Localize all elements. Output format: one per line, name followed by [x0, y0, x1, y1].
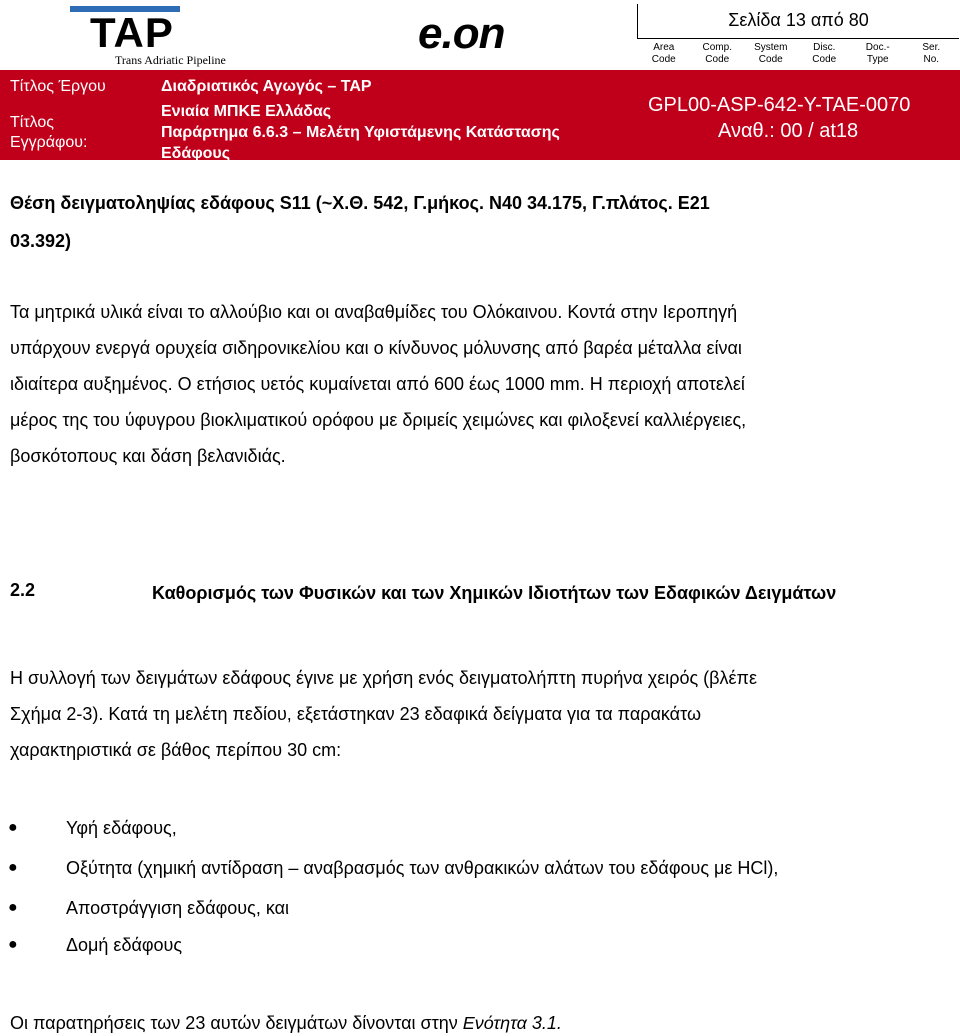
- doc-title-value-line1: Ενιαία ΜΠΚΕ Ελλάδας: [161, 103, 332, 120]
- paragraph-line: Σχήμα 2-3). Κατά τη μελέτη πεδίου, εξετάστηκαν 23 εδαφικά δείγματα για τα παρακάτω: [10, 704, 701, 724]
- location-line-2: 03.392): [10, 231, 72, 251]
- code-cell-area: Area Code: [651, 42, 676, 65]
- document-title-band: [0, 70, 960, 160]
- code-cell-doctype: Doc.- Type: [865, 42, 890, 65]
- document-header: [0, 0, 960, 70]
- paragraph-line: μέρος της του ύφυγρου βιοκλιματικού ορόφου με δριμείς χειμώνες και φιλοξενεί καλλιέργειες,: [10, 410, 747, 430]
- page-number-box: [637, 4, 959, 39]
- paragraph-line: Η συλλογή των δειγμάτων εδάφους έγινε με χρήση ενός δειγματολήπτη πυρήνα χειρός (βλέπε: [10, 668, 757, 688]
- section-title: Καθορισμός των Φυσικών και των Χημικών Ιδιοτήτων των Εδαφικών Δειγμάτων: [152, 583, 837, 603]
- code-columns: [637, 38, 958, 70]
- bullet-icon: ●: [8, 899, 18, 916]
- paragraph-line: Τα μητρικά υλικά είναι το αλλούβιο και οι αναβαθμίδες του Ολόκαινου. Κοντά στην Ιεροπηγή: [10, 302, 738, 322]
- bullet-icon: ●: [8, 819, 18, 836]
- list-item: Οξύτητα (χημική αντίδραση – αναβρασμός των ανθρακικών αλάτων του εδάφους με HCl),: [66, 858, 779, 878]
- location-line-1: Θέση δειγματοληψίας εδάφους S11 (~Χ.Θ. 542, Γ.μήκος. N40 34.175, Γ.πλάτος. E21: [10, 193, 710, 213]
- paragraph-line: υπάρχουν ενεργά ορυχεία σιδηρονικελίου και ο κίνδυνος μόλυνσης από βαρέα μέταλλα είναι: [10, 338, 742, 358]
- code-cell-serial: Ser. No.: [922, 42, 941, 65]
- paragraph-sampling: [10, 660, 952, 768]
- list-item: Υφή εδάφους,: [66, 818, 177, 838]
- project-title-label: Τίτλος Έργου: [10, 78, 106, 95]
- paragraph-line: χαρακτηριστικά σε βάθος περίπου 30 cm:: [10, 740, 342, 760]
- tap-logo-subtitle: Trans Adriatic Pipeline: [115, 53, 226, 67]
- paragraph-line: ιδιαίτερα αυξημένος. Ο ετήσιος υετός κυμαίνεται από 600 έως 1000 mm. Η περιοχή αποτελεί: [10, 374, 745, 394]
- project-title-value: Διαδριατικός Αγωγός – TAP: [161, 78, 372, 95]
- document-revision: Αναθ.: 00 / at18: [718, 120, 859, 142]
- code-cell-disc: Disc. Code: [812, 42, 837, 65]
- section-reference-link[interactable]: Ενότητα 3.1.: [462, 1013, 562, 1033]
- doc-title-label-line1: Τίτλος: [10, 114, 55, 131]
- section-number: 2.2: [10, 580, 36, 600]
- doc-title-label-line2: Εγγράφου:: [10, 134, 88, 151]
- paragraph-line: βοσκότοπους και δάση βελανιδιάς.: [10, 446, 286, 466]
- doc-title-value-line2: Παράρτημα 6.6.3 – Μελέτη Υφιστάμενης Κατάστασης: [161, 124, 560, 141]
- eon-logo: e.on: [418, 9, 505, 58]
- code-cell-comp: Comp. Code: [702, 42, 732, 65]
- list-item: Αποστράγγιση εδάφους, και: [66, 898, 290, 918]
- document-code: GPL00-ASP-642-Y-TAE-0070: [648, 94, 911, 116]
- bullet-icon: ●: [8, 936, 18, 953]
- code-cell-system: System Code: [754, 42, 788, 65]
- closing-sentence: [10, 1012, 952, 1034]
- tap-logo: [70, 6, 265, 66]
- doc-title-value-line3: Εδάφους: [161, 145, 231, 162]
- paragraph-site-description: [10, 294, 952, 474]
- page-number: Σελίδα 13 από 80: [728, 10, 869, 30]
- closing-text: Οι παρατηρήσεις των 23 αυτών δειγμάτων δίνονται στην: [10, 1013, 463, 1033]
- bullet-icon: ●: [8, 859, 18, 876]
- list-item: Δομή εδάφους: [66, 935, 183, 955]
- tap-logo-text: TAP: [90, 9, 174, 56]
